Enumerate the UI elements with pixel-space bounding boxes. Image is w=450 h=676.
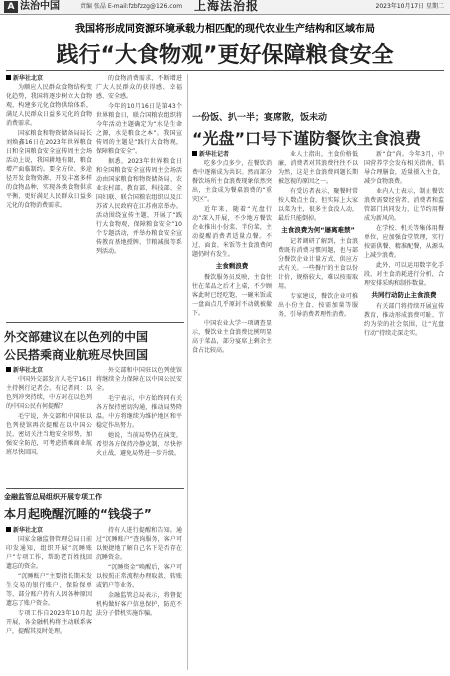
clean-plate-column-2	[278, 150, 358, 670]
paragraph: 新“食”尚。今年3月，中国营养学会发布相关指南，倡导合理膳食，适量摄入主食，减少食物浪费。	[364, 151, 444, 185]
paragraph: 国家粮食和物资储备局局长刘焕鑫16日在2023年世界粮食日和全国粮食安全宣传周主会场活动上说，我国耕地有限，粮食增产面临制约。要全方位、多途径开发食物资源，开发丰富多样的食物品种，实现各类食物供求平衡，更好满足人民群众日益多元化的食物消费需求。	[6, 130, 92, 209]
story3-column-2	[96, 526, 182, 672]
lead-byline: 新华社北京	[6, 74, 92, 83]
paragraph: 持有人进行提醒和告知。通过“沉睡账户”查询服务，客户可以便捷地了解自己名下是否存在沉睡资金。	[96, 527, 182, 561]
clean-plate-byline: 新华社记者	[192, 150, 272, 159]
page-badge: A	[4, 1, 18, 13]
paragraph: 中国农业大学一项调查显示，餐饮业主食浪费比例明显高于菜品，部分宴席上剩余主食占比较高。	[192, 320, 272, 354]
subheading: 主食剩浪费	[215, 262, 249, 270]
newspaper-logo: 上海法治报	[194, 0, 260, 13]
lead-column-1	[6, 74, 92, 314]
paragraph: 中国外交部发言人毛宁16日主持例行记者会。有记者问：以色列冲突持续，中方对在以色列的中国公民有何提醒？	[6, 376, 92, 410]
section-title: 法治中国	[20, 1, 60, 12]
paragraph: 的食物消费需求，不断增进广大人民群众的获得感、幸福感、安全感。	[96, 75, 182, 100]
clean-plate-column-3	[364, 150, 444, 670]
paragraph: 有受访者表示，聚餐时常按人数点主食，但实际上大家以菜为主，很多主食没人动，最后只能倒掉。	[278, 188, 358, 222]
story2-headline-line2: 公民搭乘商业航班尽快回国	[4, 348, 149, 362]
paragraph: 今年的10月16日是第43个世界粮食日，联合国粮农组织将今年活动主题确定为“水是生命之源，水是粮食之本”。我国宣传周的主题是“践行大食物观，保障粮食安全”。	[96, 103, 182, 155]
divider	[6, 488, 184, 489]
lead-headline: 践行“大食物观”更好保障粮食安全	[56, 43, 394, 68]
paragraph: 业内人士表示，制止餐饮浪费需要经营者、消费者和监管部门共同发力，让节约用餐成为新风尚。	[364, 188, 444, 222]
paragraph: 吃多少点多少，在餐饮消费中逐渐成为共识。然而部分餐饮场所主食浪费现象依然突出，主食成为餐桌浪费的“重灾区”。	[192, 160, 272, 203]
paragraph: 据悉，2023年世界粮食日和全国粮食安全宣传周主会场活动由国家粮食和物资储备局、农业农村部、教育部、科技部、全国妇联、联合国粮农组织以及江苏省人民政府在江苏南京举办。活动围绕宣传主题，开展了“践行大食物观，保障粮食安全”10个专题活动，并举办粮食安全宣传教育基地授牌、节粮减损等系列活动。	[96, 158, 182, 255]
paragraph: 为顺应人民群众食物结构变化趋势，我国将逐步树立大食物观，构建多元化食物供给体系，满足人民群众日益多元化的食物消费需求。	[6, 84, 92, 127]
divider	[6, 322, 184, 323]
paragraph: 近年来，随着“光盘行动”深入开展，不少地方餐饮企业推出小份菜、半份菜，主动提醒消费者适量点餐。不过，面食、米饭等主食浪费问题仍时有发生。	[192, 206, 272, 258]
paragraph: 业人士指出，主食价格低廉，消费者对其浪费往往不以为然，这是主食浪费问题长期被忽视的原因之一。	[278, 151, 358, 185]
story3-kicker: 金融监管总局组织开展专项工作	[4, 493, 102, 501]
paragraph: “沉睡账户”主要指长期未发生交易的银行账户、保险保单等，部分账户持有人因各种原因遗忘了账户资金。	[6, 573, 92, 607]
paragraph: 毛宁说，外交部和中国驻以色列使馆再次提醒在以中国公民，密切关注当地安全形势，加强安全防范，可考虑搭乘商业航班尽快回国。	[6, 413, 92, 456]
paragraph: 此外，可以运用数字化手段，对主食消耗进行分析，合理安排采购和制作数量。	[364, 262, 444, 287]
divider	[6, 70, 444, 71]
paragraph: 记者调研了解到，主食浪费既有消费习惯问题，也与部分餐饮企业计量方式、供应方式有关。一些餐厅的主食以份计价，规格较大，难以按需取用。	[278, 238, 358, 290]
masthead	[0, 0, 450, 15]
paragraph: 专项工作自2023年10月起开展，各金融机构将主动联系客户，提醒其及时处理。	[6, 610, 92, 635]
paragraph: 有关部门将持续开展宣传教育，推动形成浪费可耻、节约为荣的社会氛围，让“光盘行动”持续走深走实。	[364, 303, 444, 337]
story2-byline: 新华社北京	[6, 366, 92, 375]
subheading: 共同行动防止主食浪费	[371, 291, 437, 299]
story3-column-1	[6, 526, 92, 672]
paragraph: 餐饮服务员反映，主食往往在菜品之后才上桌，不少顾客此时已经吃饱，一碗米饭或一盘面点几乎原封不动就被撤下。	[192, 274, 272, 317]
paragraph: 在学校、机关等集体用餐单位，应加强食堂管理，实行按需供餐、精准配餐，从源头上减少浪费。	[364, 225, 444, 259]
column-separator	[187, 74, 188, 670]
lead-kicker: 我国将形成同资源环境承载力相匹配的现代农业生产结构和区域布局	[75, 24, 375, 35]
paragraph: 外交部和中国驻以色列使馆将继续全力保障在以中国公民安全。	[96, 367, 182, 392]
paragraph: 专家建议，餐饮企业可推出小份主食、按需加量等服务，引导消费者理性消费。	[278, 293, 358, 318]
clean-plate-kicker: 一份饭、扒一半；宴席散，饭未动	[192, 113, 328, 123]
issue-date: 2023年10月17日 星期二	[375, 3, 444, 10]
story2-headline-line1: 外交部建议在以色列的中国	[4, 330, 149, 344]
paragraph: 毛宁表示，中方始终同有关各方保持密切沟通，推动局势降温。中方将继续为维护地区和平稳定作出努力。	[96, 395, 182, 429]
story2-column-1	[6, 366, 92, 484]
story2-column-2	[96, 366, 182, 484]
subheading: 主食浪费为何“屡离难禁”	[281, 226, 355, 234]
paragraph: 金融监管总局表示，将督促机构做好客户信息保护，防范不法分子借机实施诈骗。	[96, 592, 182, 617]
paragraph: 国家金融监督管理总局日前印发通知，组织开展“沉睡账户”专项工作，帮助老百姓找回遗忘的资金。	[6, 536, 92, 570]
story3-byline: 新华社北京	[6, 526, 92, 535]
editor-contact: 责编 张晶 E-mail:fzbfzzg@126.com	[80, 3, 183, 10]
paragraph: “沉睡资金”唤醒后，客户可以按照正常流程办理取款、转账或销户等业务。	[96, 564, 182, 589]
clean-plate-column-1	[192, 150, 272, 670]
lead-column-2	[96, 74, 182, 314]
clean-plate-headline: “光盘”口号下谨防餐饮主食浪费	[192, 129, 422, 148]
paragraph: 她说，当前局势仍在演变，希望各方保持冷静克制，尽快停火止战，避免局势进一步升级。	[96, 432, 182, 457]
story3-headline: 本月起晚醒沉睡的“钱袋子”	[4, 507, 152, 521]
